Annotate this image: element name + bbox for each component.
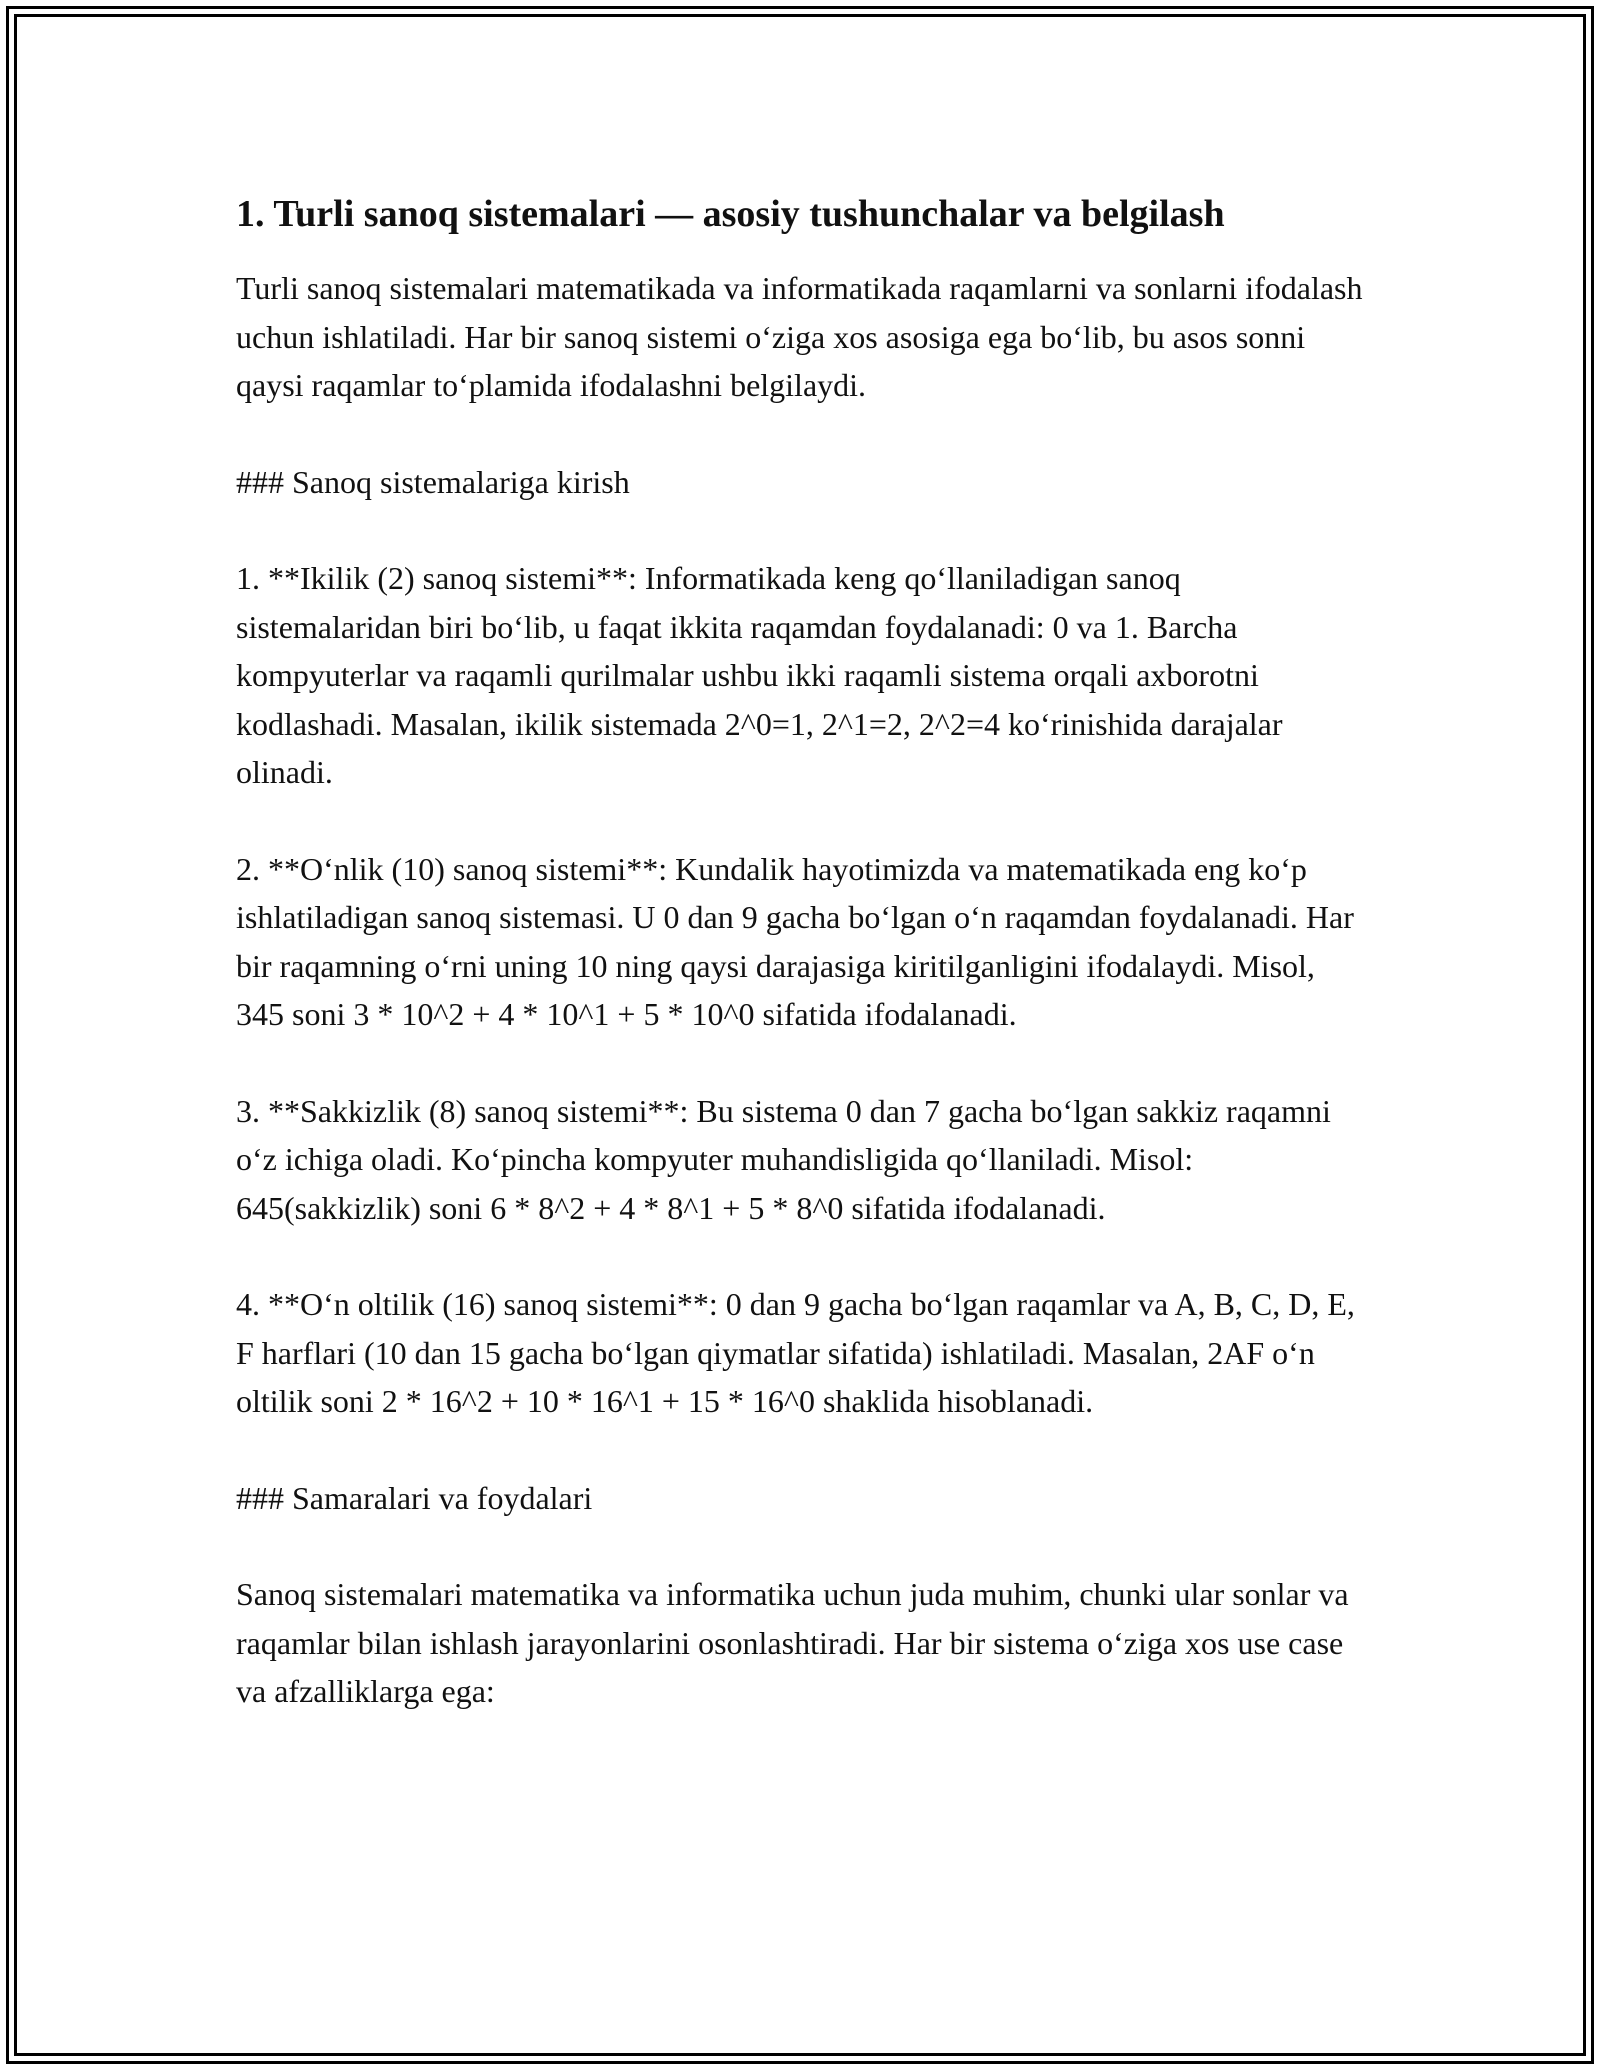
section-heading-intro: ### Sanoq sistemalariga kirish	[236, 463, 630, 500]
intro-paragraph: Turli sanoq sistemalari matematikada va informatikada raqamlarni va sonlarni ifodalash uchun ishlatiladi. Har bir sanoq sistemi o‘ziga xos asosiga ega bo‘lib, bu asos sonni qaysi raqamlar to‘plamida ifodalashni belgilaydi.	[236, 270, 1363, 403]
document-title: 1. Turli sanoq sistemalari — asosiy tushunchalar va belgilash	[236, 193, 1225, 235]
document-body	[236, 186, 1366, 1764]
section-heading-benefits: ### Samaralari va foydalari	[236, 1479, 593, 1516]
benefits-paragraph: Sanoq sistemalari matematika va informatika uchun juda muhim, chunki ular sonlar va raqamlar bilan ishlash jarayonlarini osonlashtiradi. Har bir sistema o‘ziga xos use case va afzalliklarga ega:	[236, 1576, 1349, 1709]
list-item-binary: 1. **Ikilik (2) sanoq sistemi**: Informatikada keng qo‘llaniladigan sanoq sistemalaridan biri bo‘lib, u faqat ikkita raqamdan foydalanadi: 0 va 1. Barcha kompyuterlar va raqamli qurilmalar ushbu ikki raqamli sistema orqali axborotni kodlashadi. Masalan, ikilik sistemada 2^0=1, 2^1=2, 2^2=4 ko‘rinishida darajalar olinadi.	[236, 560, 1283, 790]
list-item-hexadecimal: 4. **O‘n oltilik (16) sanoq sistemi**: 0 dan 9 gacha bo‘lgan raqamlar va A, B, C, D, E, F harflari (10 dan 15 gacha bo‘lgan qiymatlar sifatida) ishlatiladi. Masalan, 2AF o‘n oltilik soni 2 * 16^2 + 10 * 16^1 + 15 * 16^0 shaklida hisoblanadi.	[236, 1286, 1355, 1419]
list-item-decimal: 2. **O‘nlik (10) sanoq sistemi**: Kundalik hayotimizda va matematikada eng ko‘p ishlatiladigan sanoq sistemasi. U 0 dan 9 gacha bo‘lgan o‘n raqamdan foydalanadi. Har bir raqamning o‘rni uning 10 ning qaysi darajasiga kiritilganligini ifodalaydi. Misol, 345 soni 3 * 10^2 + 4 * 10^1 + 5 * 10^0 sifatida ifodalanadi.	[236, 850, 1354, 1032]
list-item-octal: 3. **Sakkizlik (8) sanoq sistemi**: Bu sistema 0 dan 7 gacha bo‘lgan sakkiz raqamni o‘z ichiga oladi. Ko‘pincha kompyuter muhandisligida qo‘llaniladi. Misol: 645(sakkizlik) soni 6 * 8^2 + 4 * 8^1 + 5 * 8^0 sifatida ifodalanadi.	[236, 1092, 1331, 1226]
